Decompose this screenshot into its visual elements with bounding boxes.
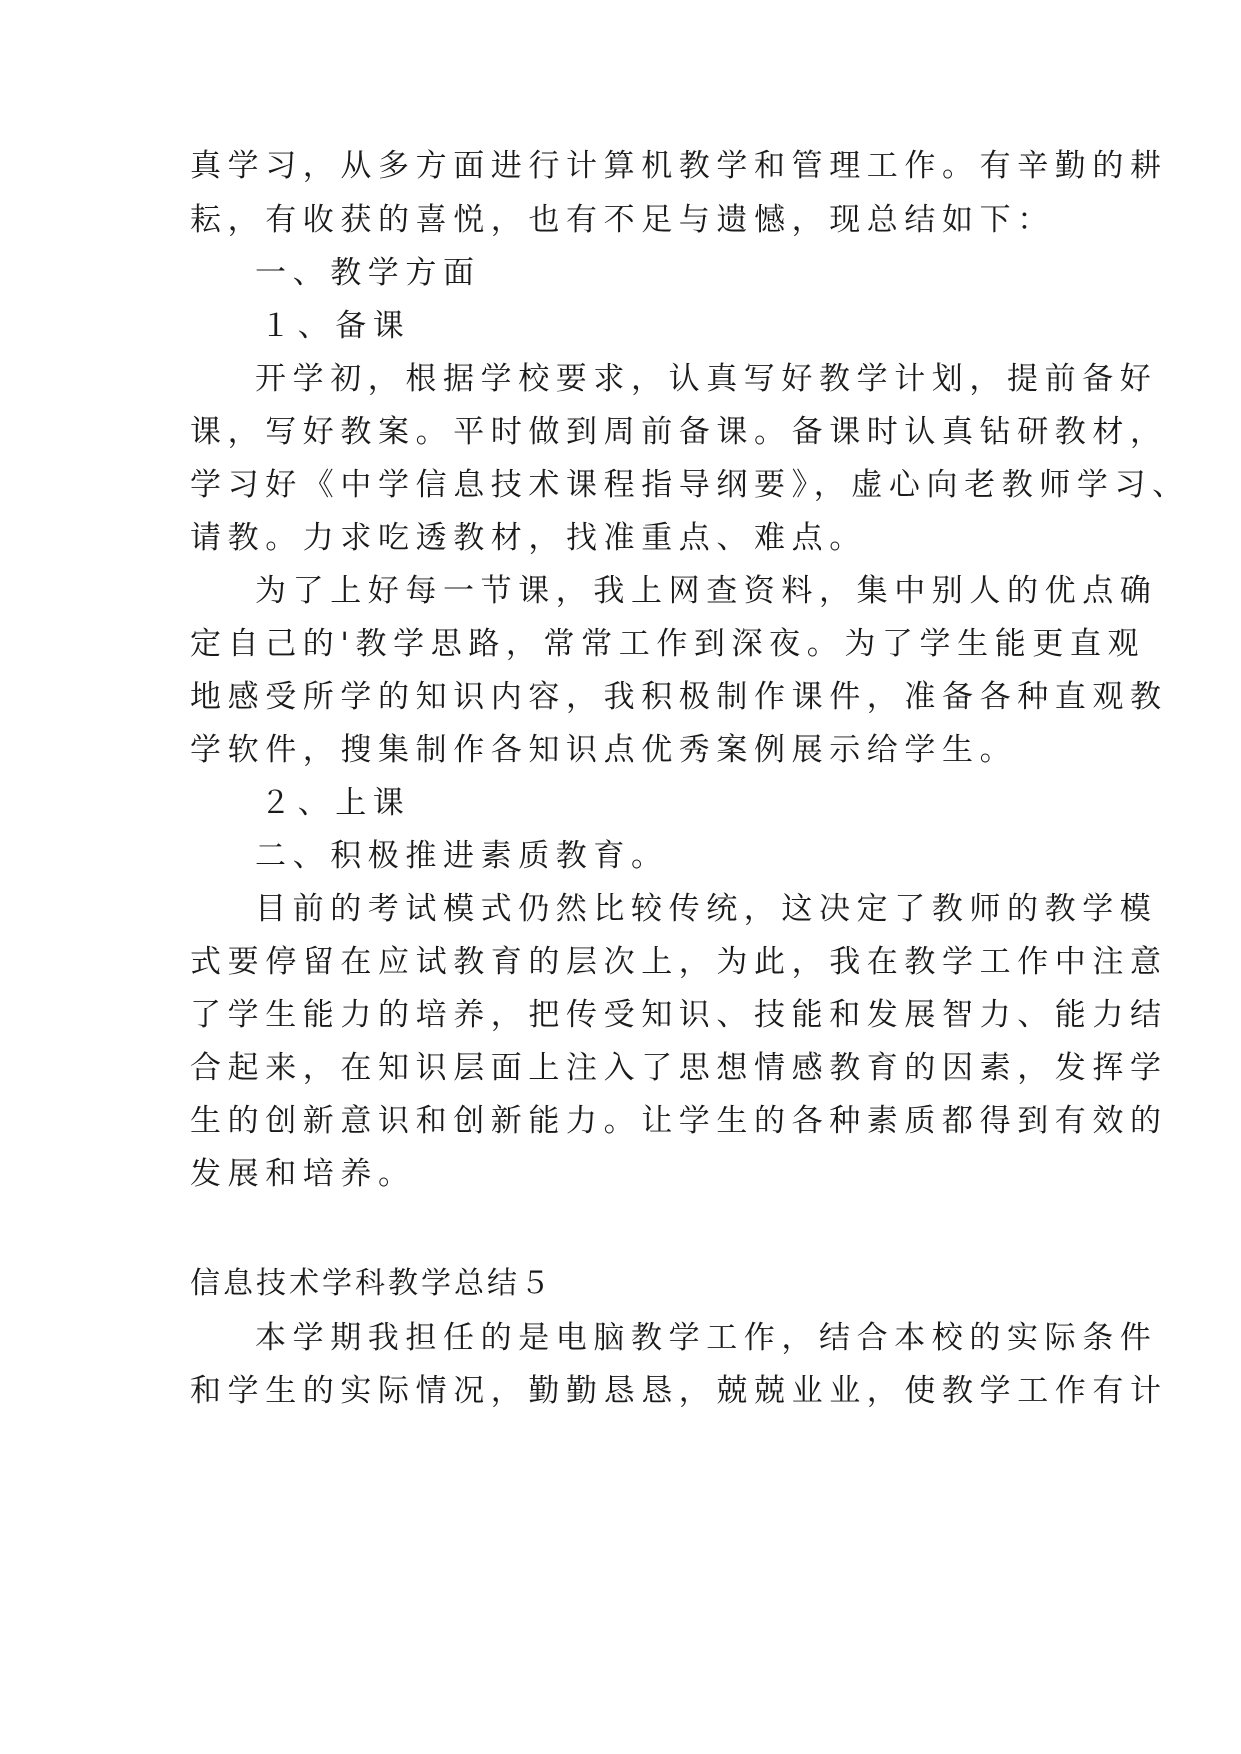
paragraph-line: 发展和培养。: [190, 1156, 416, 1192]
paragraph-line: 式要停留在应试教育的层次上，为此，我在教学工作中注意: [190, 944, 1168, 980]
paragraph-line: 请教。力求吃透教材，找准重点、难点。: [190, 520, 867, 556]
paragraph-line: 真学习，从多方面进行计算机教学和管理工作。有辛勤的耕: [190, 148, 1168, 184]
paragraph-line: 合起来，在知识层面上注入了思想情感教育的因素，发挥学: [190, 1050, 1168, 1086]
paragraph-line: 课，写好教案。平时做到周前备课。备课时认真钻研教材，: [190, 414, 1168, 450]
paragraph-line: 学习好《中学信息技术课程指导纲要》，虚心向老教师学习、: [190, 467, 1190, 503]
paragraph-line: 学软件，搜集制作各知识点优秀案例展示给学生。: [190, 732, 1018, 768]
paragraph-line: 为了上好每一节课，我上网查资料，集中别人的优点确: [255, 573, 1158, 609]
paragraph-line: 和学生的实际情况，勤勤恳恳，兢兢业业，使教学工作有计: [190, 1373, 1168, 1409]
paragraph-line: 了学生能力的培养，把传受知识、技能和发展智力、能力结: [190, 997, 1168, 1033]
section-heading: 一、教学方面: [255, 255, 481, 291]
paragraph-line: 地感受所学的知识内容，我积极制作课件，准备各种直观教: [190, 679, 1168, 715]
subsection-heading: １、备课: [260, 308, 411, 344]
paragraph-line: 本学期我担任的是电脑教学工作，结合本校的实际条件: [255, 1320, 1158, 1356]
paragraph-line: 定自己的'教学思路，常常工作到深夜。为了学生能更直观: [190, 626, 1146, 662]
section-heading: 二、积极推进素质教育。: [255, 838, 669, 874]
paragraph-line: 开学初，根据学校要求，认真写好教学计划，提前备好: [255, 361, 1158, 397]
paragraph-line: 耘，有收获的喜悦，也有不足与遗憾，现总结如下：: [190, 202, 1055, 238]
subsection-heading: ２、上课: [260, 785, 411, 821]
paragraph-line: 目前的考试模式仍然比较传统，这决定了教师的教学模: [255, 891, 1158, 927]
document-title: 信息技术学科教学总结５: [190, 1266, 553, 1301]
paragraph-line: 生的创新意识和创新能力。让学生的各种素质都得到有效的: [190, 1103, 1168, 1139]
